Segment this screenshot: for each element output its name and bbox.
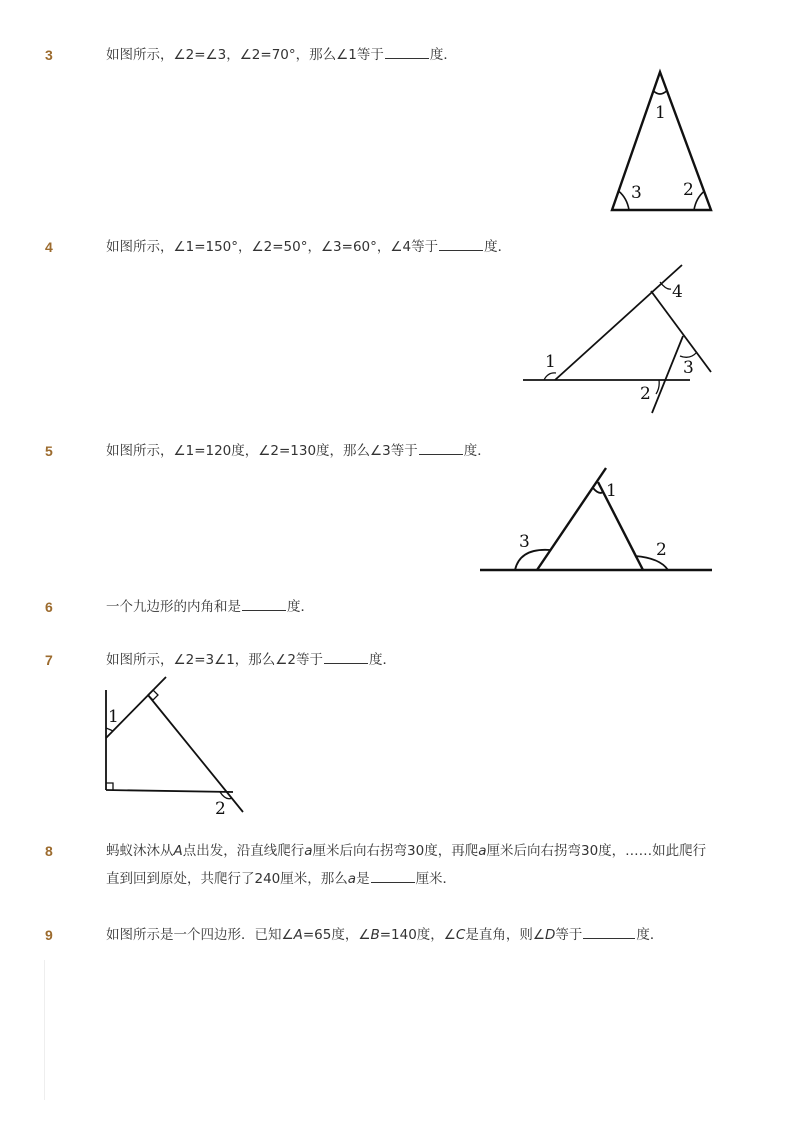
question-text-part: 度． bbox=[287, 599, 314, 615]
question-text-part: 如图所示，∠1=150°，∠2=50°，∠3=60°，∠4等于 bbox=[106, 239, 439, 255]
question-text-part: 如图所示，∠2=∠3，∠2=70°，那么∠1等于 bbox=[106, 47, 384, 63]
question-text-part: 度． bbox=[463, 443, 491, 459]
variable-A: A bbox=[173, 843, 183, 859]
question-text-part: 厘米后向右拐弯30度，……如此爬行直到回到原处，共爬行了240厘米，那么 bbox=[106, 843, 707, 887]
variable-B: B bbox=[370, 927, 380, 943]
question-text-part: 厘米后向右拐弯30度，再爬 bbox=[312, 843, 479, 859]
question-number: 7 bbox=[45, 652, 53, 668]
variable-a: a bbox=[347, 871, 357, 887]
figure-lines bbox=[106, 677, 243, 812]
question-text-part: 度． bbox=[636, 927, 664, 943]
right-angle-marks bbox=[106, 690, 158, 790]
question-text bbox=[106, 837, 716, 893]
angle-label-1: 1 bbox=[108, 707, 119, 727]
question-text-part: 厘米． bbox=[415, 871, 457, 887]
answer-blank[interactable] bbox=[371, 868, 415, 883]
angle-label-2: 2 bbox=[215, 799, 226, 819]
question-number: 9 bbox=[45, 927, 53, 943]
angle-label-4: 4 bbox=[672, 282, 683, 302]
right-angle-mark bbox=[106, 783, 113, 790]
question-number: 8 bbox=[45, 843, 53, 859]
question-text-part: 度． bbox=[484, 239, 512, 255]
question-text-part: 蚂蚁沐沐从 bbox=[106, 843, 174, 859]
variable-a: a bbox=[478, 843, 487, 859]
angle-label-3: 3 bbox=[631, 183, 642, 203]
question-number: 4 bbox=[45, 239, 53, 255]
angle-label-1: 1 bbox=[655, 103, 666, 123]
angle-label-2: 2 bbox=[683, 180, 694, 200]
question-text-part: =140度，∠ bbox=[379, 927, 456, 943]
angle-label-2: 2 bbox=[656, 540, 667, 560]
question-text-part: 等于 bbox=[555, 927, 583, 943]
angle-label-1: 1 bbox=[545, 352, 556, 372]
question-text-part: 一个九边形的内角和是 bbox=[106, 599, 241, 615]
question-number: 3 bbox=[45, 47, 53, 63]
question-number: 6 bbox=[45, 599, 53, 615]
question-text-part: 如图所示是一个四边形．已知∠ bbox=[106, 927, 294, 943]
angle-label-3: 3 bbox=[519, 532, 530, 552]
question-text-part: 是 bbox=[356, 871, 370, 887]
angle-label-1: 1 bbox=[606, 481, 617, 501]
variable-a: a bbox=[304, 843, 313, 859]
variable-A: A bbox=[293, 927, 303, 943]
question-text-part: 度． bbox=[429, 47, 457, 63]
question-text bbox=[106, 921, 663, 949]
question-number: 5 bbox=[45, 443, 53, 459]
angle-label-3: 3 bbox=[683, 358, 694, 378]
angle-arc-1 bbox=[106, 728, 113, 731]
angle-arcs bbox=[106, 728, 232, 799]
angle-label-2: 2 bbox=[640, 384, 651, 404]
variable-C: C bbox=[455, 927, 466, 943]
variable-D: D bbox=[544, 927, 556, 943]
question-text-part: 如图所示，∠2=3∠1，那么∠2等于 bbox=[106, 652, 323, 668]
question-text-part: 如图所示，∠1=120度，∠2=130度，那么∠3等于 bbox=[106, 443, 418, 459]
question-text-part: 点出发，沿直线爬行 bbox=[182, 843, 305, 859]
question-text-part: 是直角，则∠ bbox=[465, 927, 545, 943]
question-text-part: 度． bbox=[368, 652, 396, 668]
answer-blank[interactable] bbox=[583, 924, 635, 939]
question-text-part: =65度，∠ bbox=[302, 927, 371, 943]
